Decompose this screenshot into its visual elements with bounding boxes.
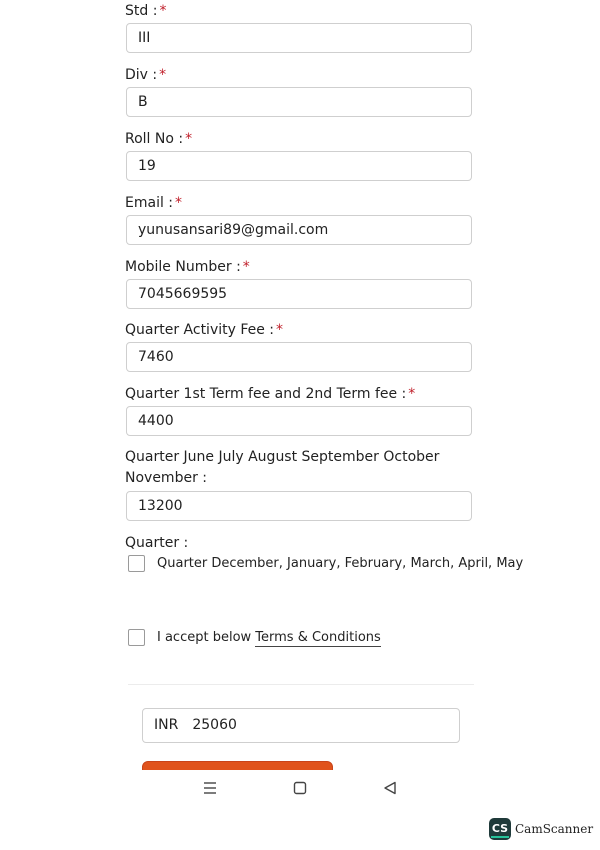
terms-text bbox=[157, 629, 381, 647]
required-marker: * bbox=[185, 131, 193, 147]
terms-conditions-link[interactable]: Terms & Conditions bbox=[255, 630, 381, 645]
menu-icon[interactable] bbox=[200, 778, 220, 798]
mobile-field[interactable]: 7045669595 bbox=[126, 279, 472, 309]
quarter-june-nov-field[interactable]: 13200 bbox=[126, 491, 472, 521]
std-label-text: Std : bbox=[125, 3, 158, 19]
currency-label: INR bbox=[154, 717, 179, 733]
term-fee-label-text: Quarter 1st Term fee and 2nd Term fee : bbox=[125, 386, 407, 402]
quarter-june-nov-label-text: Quarter June July August September October November : bbox=[125, 449, 440, 486]
section-divider bbox=[128, 684, 474, 685]
div-field[interactable]: B bbox=[126, 87, 472, 117]
term-fee-label bbox=[125, 384, 415, 404]
required-marker: * bbox=[159, 67, 167, 83]
mobile-label bbox=[125, 257, 250, 277]
term-fee-field[interactable]: 4400 bbox=[126, 406, 472, 436]
div-label-text: Div : bbox=[125, 67, 158, 83]
quarter-dec-may-checkbox[interactable] bbox=[128, 555, 145, 572]
camscanner-logo-icon: CS bbox=[489, 818, 511, 840]
roll-no-label bbox=[125, 129, 192, 149]
terms-checkbox[interactable] bbox=[128, 629, 145, 646]
required-marker: * bbox=[175, 195, 183, 211]
required-marker: * bbox=[159, 3, 167, 19]
total-amount-value: 25060 bbox=[192, 717, 237, 733]
back-icon[interactable] bbox=[380, 778, 400, 798]
std-field[interactable]: III bbox=[126, 23, 472, 53]
quarter-label: Quarter : bbox=[125, 535, 189, 551]
mobile-label-text: Mobile Number : bbox=[125, 259, 241, 275]
required-marker: * bbox=[408, 386, 416, 402]
required-marker: * bbox=[276, 322, 284, 338]
roll-no-label-text: Roll No : bbox=[125, 131, 184, 147]
div-label bbox=[125, 65, 166, 85]
home-icon[interactable] bbox=[290, 778, 310, 798]
email-label bbox=[125, 193, 182, 213]
email-label-text: Email : bbox=[125, 195, 174, 211]
android-navigation-bar bbox=[0, 770, 600, 806]
terms-prefix: I accept below bbox=[157, 630, 252, 645]
quarter-dec-may-option: Quarter December, January, February, March, April, May bbox=[157, 556, 524, 571]
std-label bbox=[125, 1, 166, 21]
required-marker: * bbox=[242, 259, 250, 275]
roll-no-field[interactable]: 19 bbox=[126, 151, 472, 181]
total-amount-field bbox=[142, 708, 460, 743]
email-field[interactable]: yunusansari89@gmail.com bbox=[126, 215, 472, 245]
camscanner-name: CamScanner bbox=[515, 822, 594, 836]
activity-fee-label-text: Quarter Activity Fee : bbox=[125, 322, 275, 338]
activity-fee-field[interactable]: 7460 bbox=[126, 342, 472, 372]
activity-fee-label bbox=[125, 320, 283, 340]
